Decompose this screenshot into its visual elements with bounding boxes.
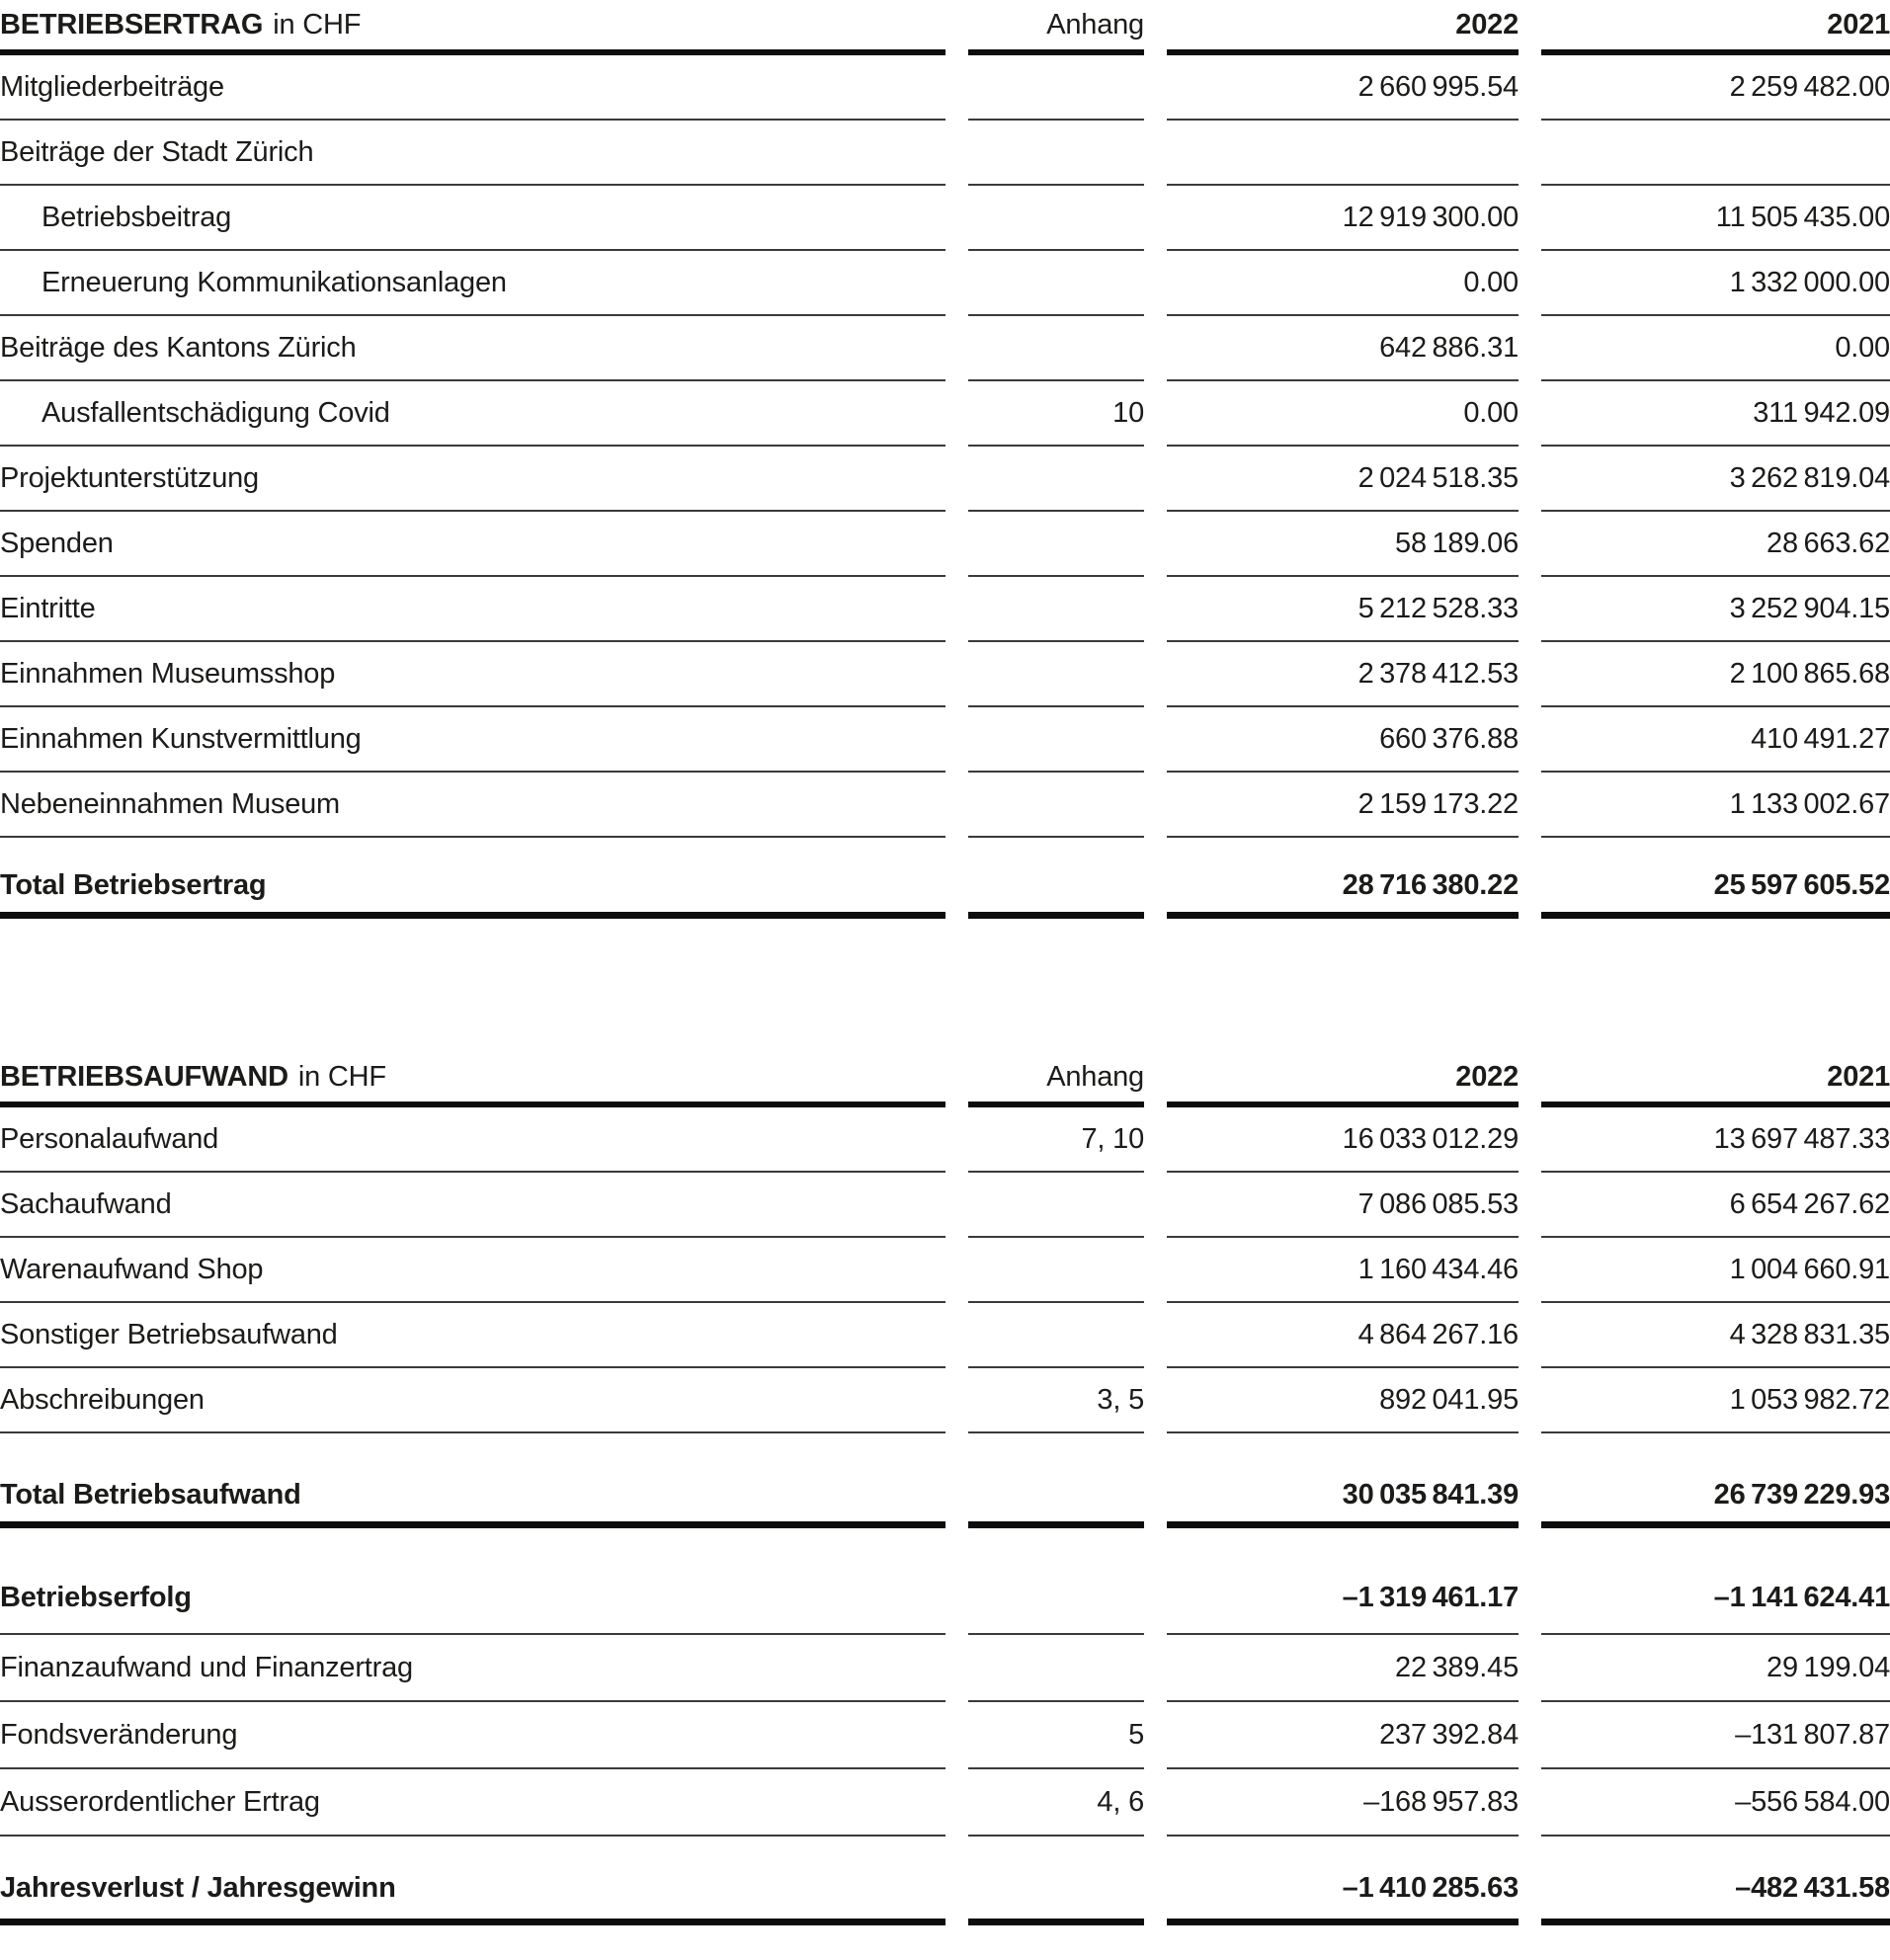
table-row [0,1702,1890,1769]
row-value-2021: 1 332 000.00 [1541,251,1890,316]
row-anhang [968,55,1144,121]
row-anhang [968,642,1144,707]
row-label: Finanzaufwand und Finanzertrag [0,1635,945,1702]
row-label: Betriebsbeitrag [0,186,945,251]
table-row [0,1238,1890,1303]
table-row [0,251,1890,316]
total-value-2022: –1 410 285.63 [1167,1858,1519,1925]
row-value-2022: 2 159 173.22 [1167,773,1519,838]
row-anhang [968,121,1144,186]
row-label: Ausserordentlicher Ertrag [0,1769,945,1837]
row-value-2022: 642 886.31 [1167,316,1519,381]
row-label: Betriebserfolg [0,1562,945,1635]
row-value-2021: 0.00 [1541,316,1890,381]
row-anhang [968,577,1144,642]
table-row [0,577,1890,642]
row-anhang [968,1469,1144,1528]
row-value-2021 [1541,121,1890,186]
row-value-2021: –1 141 624.41 [1541,1562,1890,1635]
row-label: Erneuerung Kommunikationsanlagen [0,251,945,316]
row-label: Mitgliederbeiträge [0,55,945,121]
table-row [0,1368,1890,1433]
total-value-2021: 26 739 229.93 [1541,1469,1890,1528]
column-header-2022: 2022 [1167,1052,1519,1107]
column-header-anhang: Anhang [968,1052,1144,1107]
row-value-2022: 7 086 085.53 [1167,1173,1519,1238]
table-row [0,1769,1890,1837]
row-value-2022: 2 660 995.54 [1167,55,1519,121]
row-value-2021: 311 942.09 [1541,381,1890,447]
table-row [0,381,1890,447]
total-row [0,859,1890,919]
row-value-2022: 58 189.06 [1167,512,1519,577]
row-value-2022: 2 378 412.53 [1167,642,1519,707]
row-value-2021: 2 100 865.68 [1541,642,1890,707]
row-value-2021: –131 807.87 [1541,1702,1890,1769]
row-value-2021: 1 053 982.72 [1541,1368,1890,1433]
row-anhang [968,1562,1144,1635]
row-anhang [968,707,1144,773]
row-anhang [968,1303,1144,1368]
income-table-title-cell [0,0,945,55]
total-label: Jahresverlust / Jahresgewinn [0,1858,945,1925]
table-row [0,1303,1890,1368]
row-value-2022: 5 212 528.33 [1167,577,1519,642]
row-value-2022 [1167,121,1519,186]
row-label: Beiträge des Kantons Zürich [0,316,945,381]
row-label: Projektunterstützung [0,447,945,512]
total-value-2021: –482 431.58 [1541,1858,1890,1925]
row-label: Sonstiger Betriebsaufwand [0,1303,945,1368]
table-row [0,1173,1890,1238]
row-value-2022: 22 389.45 [1167,1635,1519,1702]
row-label: Spenden [0,512,945,577]
table-row [0,642,1890,707]
row-value-2021: –556 584.00 [1541,1769,1890,1837]
row-value-2021: 28 663.62 [1541,512,1890,577]
table-row [0,447,1890,512]
row-label: Einnahmen Museumsshop [0,642,945,707]
row-value-2022: 0.00 [1167,381,1519,447]
column-header-2022: 2022 [1167,0,1519,55]
table-row [0,316,1890,381]
row-anhang [968,1858,1144,1925]
row-label: Beiträge der Stadt Zürich [0,121,945,186]
row-anhang: 5 [968,1702,1144,1769]
row-label: Ausfallentschädigung Covid [0,381,945,447]
column-header-2021: 2021 [1541,1052,1890,1107]
row-label: Warenaufwand Shop [0,1238,945,1303]
row-anhang: 7, 10 [968,1107,1144,1173]
expense-table-title-cell [0,1052,945,1107]
row-value-2021: 4 328 831.35 [1541,1303,1890,1368]
row-label: Nebeneinnahmen Museum [0,773,945,838]
expense-table-header-row [0,1052,1890,1107]
row-value-2022: 16 033 012.29 [1167,1107,1519,1173]
row-value-2021: 410 491.27 [1541,707,1890,773]
row-anhang [968,1238,1144,1303]
income-table-header-row [0,0,1890,55]
row-label: Fondsveränderung [0,1702,945,1769]
table-title-unit: in CHF [273,8,362,41]
row-value-2022: 1 160 434.46 [1167,1238,1519,1303]
row-value-2022: –1 319 461.17 [1167,1562,1519,1635]
row-value-2021: 1 004 660.91 [1541,1238,1890,1303]
row-value-2021: 2 259 482.00 [1541,55,1890,121]
row-label: Einnahmen Kunstvermittlung [0,707,945,773]
total-label: Total Betriebsertrag [0,859,945,919]
row-value-2021: 1 133 002.67 [1541,773,1890,838]
row-value-2022: 4 864 267.16 [1167,1303,1519,1368]
row-value-2021: 3 262 819.04 [1541,447,1890,512]
row-anhang: 3, 5 [968,1368,1144,1433]
row-value-2022: 2 024 518.35 [1167,447,1519,512]
total-value-2022: 28 716 380.22 [1167,859,1519,919]
row-anhang [968,512,1144,577]
table-row [0,1107,1890,1173]
row-value-2021: 13 697 487.33 [1541,1107,1890,1173]
row-value-2022: –168 957.83 [1167,1769,1519,1837]
row-value-2021: 3 252 904.15 [1541,577,1890,642]
total-value-2022: 30 035 841.39 [1167,1469,1519,1528]
row-value-2022: 892 041.95 [1167,1368,1519,1433]
table-title-unit: in CHF [297,1060,386,1093]
expense-table [0,1052,1890,1528]
row-label: Sachaufwand [0,1173,945,1238]
table-row [0,773,1890,838]
row-label: Eintritte [0,577,945,642]
table-title: BETRIEBSERTRAG [0,8,264,41]
table-row [0,707,1890,773]
table-row [0,1635,1890,1702]
total-label: Total Betriebsaufwand [0,1469,945,1528]
row-label: Personalaufwand [0,1107,945,1173]
table-title: BETRIEBSAUFWAND [0,1060,288,1093]
row-anhang [968,1173,1144,1238]
column-header-anhang: Anhang [968,0,1144,55]
row-value-2021: 29 199.04 [1541,1635,1890,1702]
table-row [0,55,1890,121]
row-anhang [968,316,1144,381]
row-anhang [968,859,1144,919]
table-row [0,186,1890,251]
row-anhang [968,773,1144,838]
row-anhang [968,251,1144,316]
total-row [0,1469,1890,1528]
row-anhang [968,186,1144,251]
table-row [0,1562,1890,1635]
row-value-2021: 6 654 267.62 [1541,1173,1890,1238]
row-anhang [968,447,1144,512]
row-anhang: 10 [968,381,1144,447]
result-section [0,1562,1890,1925]
row-anhang: 4, 6 [968,1769,1144,1837]
row-value-2022: 237 392.84 [1167,1702,1519,1769]
row-label: Abschreibungen [0,1368,945,1433]
income-table [0,0,1890,919]
row-value-2022: 0.00 [1167,251,1519,316]
row-value-2021: 11 505 435.00 [1541,186,1890,251]
column-header-2021: 2021 [1541,0,1890,55]
row-value-2022: 660 376.88 [1167,707,1519,773]
row-value-2022: 12 919 300.00 [1167,186,1519,251]
total-value-2021: 25 597 605.52 [1541,859,1890,919]
row-anhang [968,1635,1144,1702]
table-row [0,512,1890,577]
final-result-row [0,1858,1890,1925]
table-row [0,121,1890,186]
